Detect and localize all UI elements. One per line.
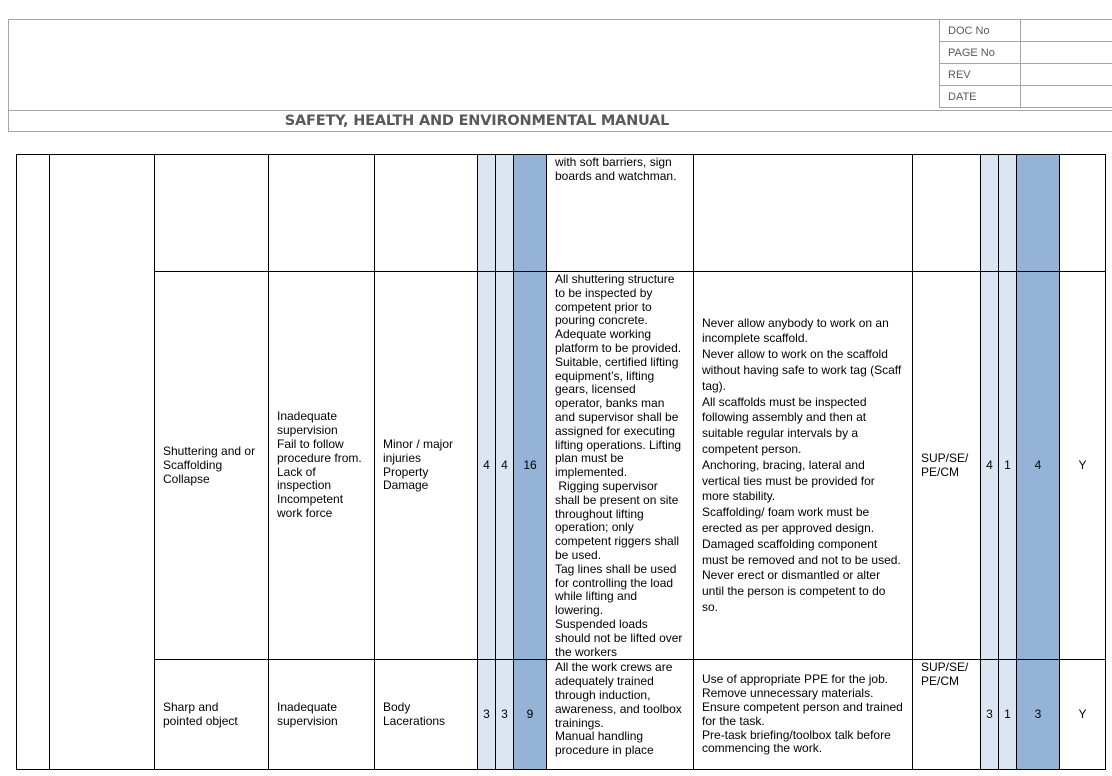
text-line: competent prior to xyxy=(555,299,652,314)
text-line: for controlling the load xyxy=(555,575,674,590)
meta-label-date: DATE xyxy=(940,86,1021,108)
severity-cell: 3 xyxy=(496,660,514,770)
text-line: the workers xyxy=(555,644,618,659)
severity-cell: 4 xyxy=(496,272,514,660)
acceptable-cell: Y xyxy=(1060,272,1106,660)
text-line: Property xyxy=(383,464,429,479)
existing-controls-cell xyxy=(547,155,694,272)
residual-severity-cell xyxy=(999,155,1017,272)
text-line: trainings. xyxy=(555,715,604,730)
residual-severity-cell: 1 xyxy=(999,660,1017,770)
text-line: Fail to follow xyxy=(277,437,344,452)
text-line: supervision xyxy=(277,713,338,728)
text-line: Damaged scaffolding component xyxy=(702,536,878,551)
text-line: Ensure competent person and trained xyxy=(702,700,903,715)
hazard-cell xyxy=(155,272,269,660)
text-line: awareness, and toolbox xyxy=(555,701,682,716)
text-line: through induction, xyxy=(555,687,651,702)
cause-cell xyxy=(269,155,375,272)
text-line: while lifting and xyxy=(555,589,638,604)
text-line: Damage xyxy=(383,478,429,493)
risk-rating-cell xyxy=(514,155,547,272)
likelihood-cell: 3 xyxy=(478,660,496,770)
risk-rating-cell: 9 xyxy=(514,660,547,770)
residual-risk-cell: 4 xyxy=(1017,272,1060,660)
hazard-cell xyxy=(155,155,269,272)
text-line: Body xyxy=(383,700,411,715)
residual-likelihood-cell xyxy=(981,155,999,272)
text-line: Anchoring, bracing, lateral and xyxy=(702,457,865,472)
text-line: so. xyxy=(702,599,719,614)
text-line: lowering. xyxy=(555,603,604,618)
text-line: and supervisor shall be xyxy=(555,409,679,424)
text-line: Lacerations xyxy=(383,713,446,728)
text-line: supervision xyxy=(277,423,338,438)
responsibility-cell xyxy=(913,155,981,272)
hazard-cell xyxy=(155,660,269,770)
text-line: Inadequate xyxy=(277,700,338,715)
text-line: Lack of xyxy=(277,464,316,479)
text-line: Scaffolding/ foam work must be xyxy=(702,505,870,520)
acceptable-cell: Y xyxy=(1060,660,1106,770)
text-line: injuries xyxy=(383,450,422,465)
text-line: procedure in place xyxy=(555,743,654,758)
text-line: Tag lines shall be used xyxy=(555,561,677,576)
text-line: Never erect or dismantled or alter xyxy=(702,568,881,583)
text-line: must be removed and not to be used. xyxy=(702,552,901,567)
residual-severity-cell: 1 xyxy=(999,272,1017,660)
text-line: be used. xyxy=(555,547,602,562)
text-line: Inadequate xyxy=(277,409,338,424)
text-line: lifting operations. Lifting xyxy=(555,437,682,452)
manual-title: SAFETY, HEALTH AND ENVIRONMENTAL MANUAL xyxy=(284,113,670,129)
meta-label-rev: REV xyxy=(940,64,1021,86)
existing-controls-cell xyxy=(547,272,694,660)
text-line: platform to be provided. xyxy=(555,340,682,355)
text-line: pointed object xyxy=(163,713,238,728)
text-line: Suitable, certified lifting xyxy=(555,354,679,369)
meta-row xyxy=(940,64,1112,86)
text-line: gears, licensed xyxy=(555,382,636,397)
meta-row xyxy=(940,42,1112,64)
text-line: should not be lifted over xyxy=(555,630,683,645)
text-line: Sharp and xyxy=(163,700,219,715)
table-row xyxy=(17,272,1106,660)
text-line: Rigging supervisor xyxy=(555,478,658,493)
activity-cell xyxy=(50,155,155,770)
residual-likelihood-cell: 3 xyxy=(981,660,999,770)
meta-row xyxy=(940,86,1112,108)
text-line: plan must be xyxy=(555,451,624,466)
cause-cell xyxy=(269,272,375,660)
text-line: Never allow anybody to work on an xyxy=(702,315,889,330)
likelihood-cell xyxy=(478,155,496,272)
text-line: SUP/SE/ xyxy=(921,660,969,675)
additional-controls-cell xyxy=(694,272,913,660)
text-line: assigned for executing xyxy=(555,423,676,438)
text-line: work force xyxy=(277,506,333,521)
residual-likelihood-cell: 4 xyxy=(981,272,999,660)
text-line: All scaffolds must be inspected xyxy=(702,394,867,409)
cause-cell xyxy=(269,660,375,770)
table-row xyxy=(17,155,1106,272)
text-line: Never allow to work on the scaffold xyxy=(702,347,888,362)
meta-value-rev xyxy=(1020,64,1112,86)
header-title-row xyxy=(8,110,1112,132)
residual-risk-cell: 3 xyxy=(1017,660,1060,770)
text-line: Adequate working xyxy=(555,327,652,342)
table-row xyxy=(17,660,1106,770)
responsibility-cell xyxy=(913,660,981,770)
text-line: Shuttering and or xyxy=(163,443,256,458)
text-line: All shuttering structure xyxy=(555,272,675,286)
text-line: boards and watchman. xyxy=(555,168,677,183)
text-line: Manual handling xyxy=(555,729,644,744)
severity-cell xyxy=(496,155,514,272)
text-line: without having safe to work tag (Scaff xyxy=(702,362,902,377)
acceptable-cell xyxy=(1060,155,1106,272)
text-line: adequately trained xyxy=(555,674,654,689)
text-line: throughout lifting xyxy=(555,506,644,521)
text-line: shall be present on site xyxy=(555,492,679,507)
text-line: SUP/SE/ xyxy=(921,450,969,465)
risk-rating-cell: 16 xyxy=(514,272,547,660)
consequence-cell xyxy=(375,272,478,660)
text-line: inspection xyxy=(277,478,332,493)
text-line: Minor / major xyxy=(383,437,454,452)
text-line: Suspended loads xyxy=(555,616,648,631)
text-line: equipment’s, lifting xyxy=(555,368,655,383)
existing-controls-cell xyxy=(547,660,694,770)
text-line: All the work crews are xyxy=(555,660,673,675)
text-line: competent riggers shall xyxy=(555,534,680,549)
text-line: for the task. xyxy=(702,713,765,728)
document-header xyxy=(8,19,1112,132)
text-line: Collapse xyxy=(163,471,210,486)
text-line: implemented. xyxy=(555,465,628,480)
text-line: operation; only xyxy=(555,520,634,535)
consequence-cell xyxy=(375,660,478,770)
responsibility-cell xyxy=(913,272,981,660)
text-line: vertical ties must be provided for xyxy=(702,473,875,488)
text-line: commencing the work. xyxy=(702,741,823,756)
consequence-cell xyxy=(375,155,478,272)
text-line: incomplete scaffold. xyxy=(702,331,808,346)
text-line: with soft barriers, sign xyxy=(555,155,672,169)
additional-controls-cell xyxy=(694,155,913,272)
meta-label-doc-no: DOC No xyxy=(940,20,1021,42)
text-line: Pre-task briefing/toolbox talk before xyxy=(702,727,891,742)
text-line: PE/CM xyxy=(921,464,960,479)
text-line: procedure from. xyxy=(277,450,362,465)
text-line: Incompetent xyxy=(277,492,344,507)
likelihood-cell: 4 xyxy=(478,272,496,660)
risk-assessment-table xyxy=(16,154,1106,770)
text-line: following assembly and then at xyxy=(702,410,867,425)
meta-value-page-no xyxy=(1020,42,1112,64)
text-line: competent person. xyxy=(702,441,802,456)
text-line: to be inspected by xyxy=(555,285,653,300)
text-line: PE/CM xyxy=(921,674,960,689)
additional-controls-cell xyxy=(694,660,913,770)
residual-risk-cell xyxy=(1017,155,1060,272)
text-line: more stability. xyxy=(702,489,776,504)
text-line: erected as per approved design. xyxy=(702,520,875,535)
text-line: tag). xyxy=(702,378,727,393)
text-line: operator, banks man xyxy=(555,396,665,411)
activity-number-cell xyxy=(17,155,50,770)
text-line: Scaffolding xyxy=(163,457,223,472)
text-line: pouring concrete. xyxy=(555,313,648,328)
text-line: suitable regular intervals by a xyxy=(702,426,859,441)
text-line: Use of appropriate PPE for the job. xyxy=(702,672,889,687)
document-meta-table xyxy=(939,19,1112,108)
meta-value-doc-no xyxy=(1020,20,1112,42)
meta-row xyxy=(940,20,1112,42)
text-line: until the person is competent to do xyxy=(702,584,886,599)
meta-value-date xyxy=(1020,86,1112,108)
meta-label-page-no: PAGE No xyxy=(940,42,1021,64)
text-line: Remove unnecessary materials. xyxy=(702,686,874,701)
